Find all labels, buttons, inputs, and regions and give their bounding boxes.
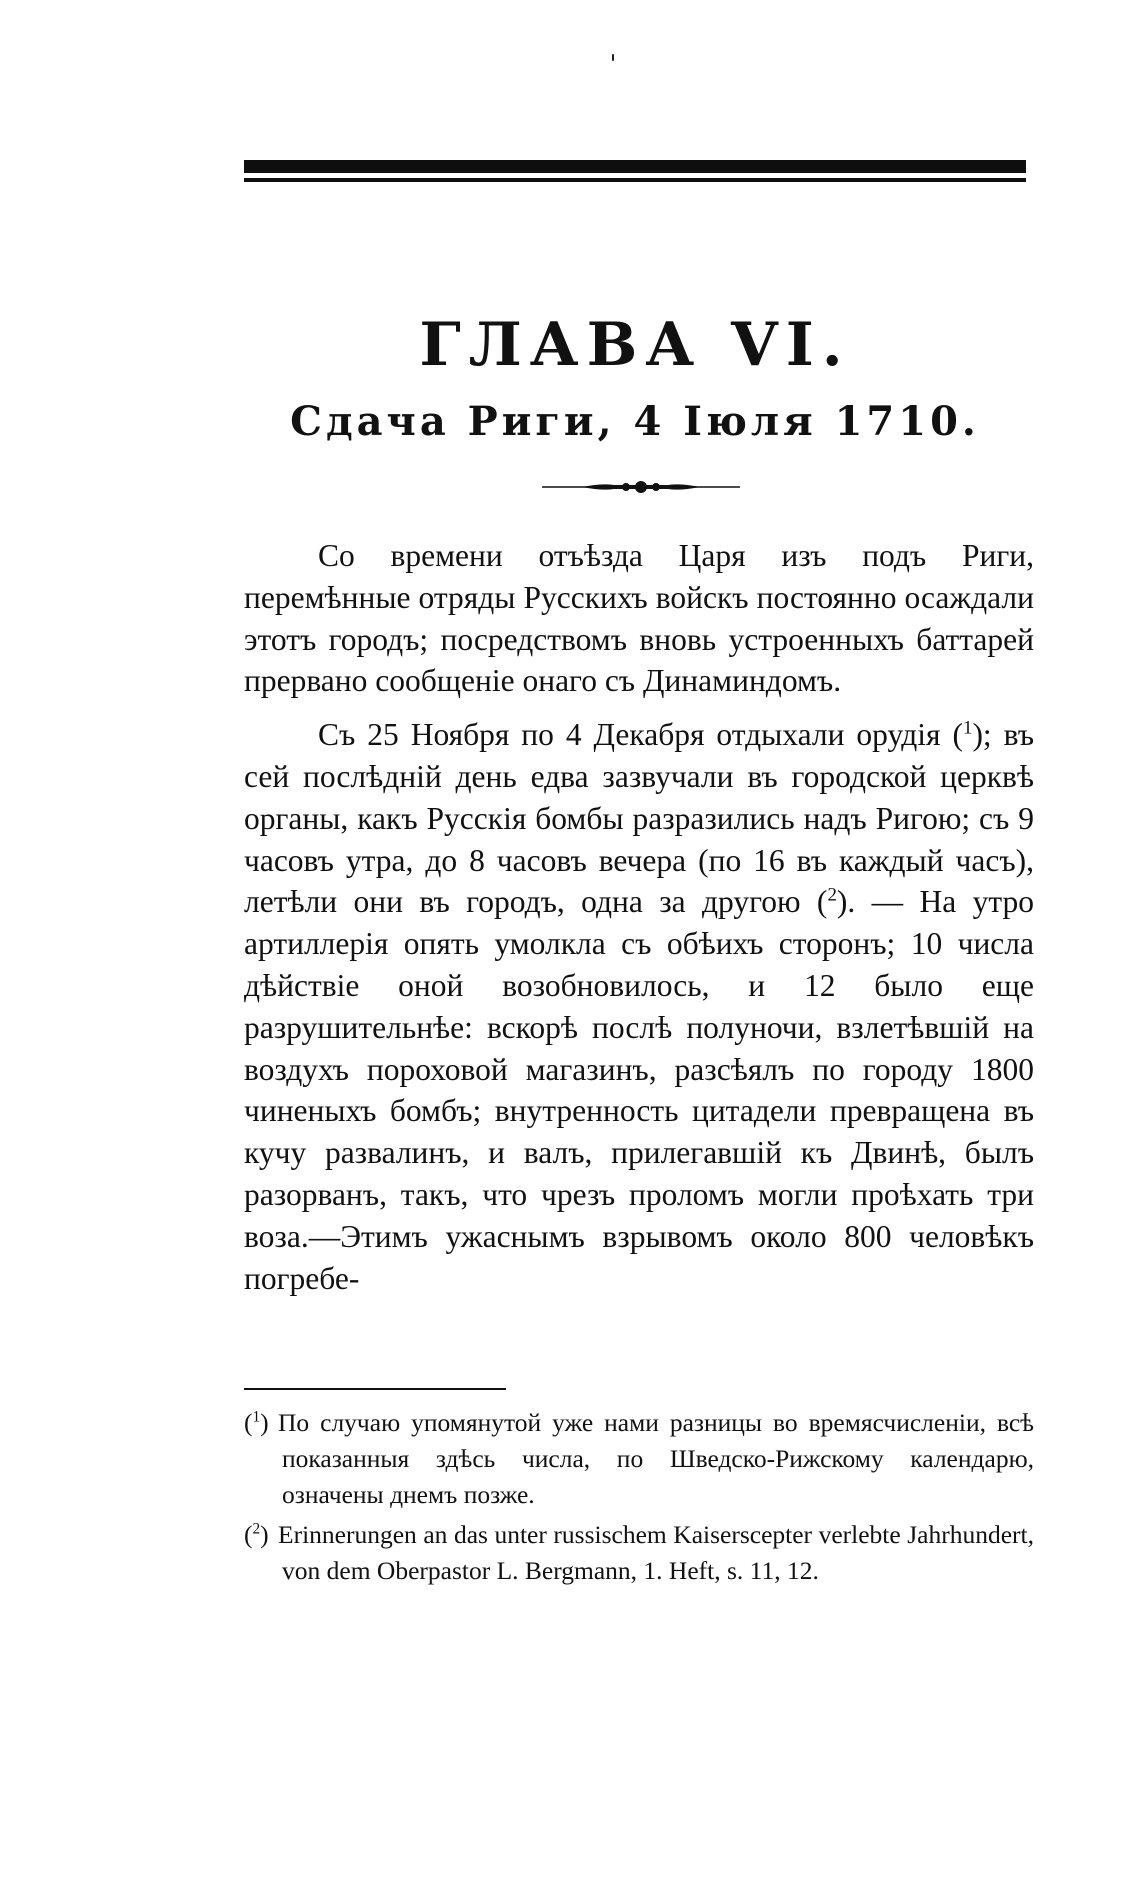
page-speck bbox=[612, 54, 614, 61]
body-text bbox=[244, 535, 1034, 1299]
footnote-1-mark: 1 bbox=[252, 1408, 261, 1426]
footnote-2-marker: ($^2$) bbox=[244, 1520, 269, 1549]
header-rule-thick bbox=[244, 160, 1026, 173]
paragraph-2 bbox=[244, 714, 1034, 1299]
footnote-2-text: Erinnerungen an das unter russischem Kaiserscepter verlebte Jahrhundert, von dem Oberpastor L. Bergmann, 1. Heft, s. 11, 12. bbox=[278, 1520, 1034, 1585]
paragraph-1: Со времени отъѣзда Царя изъ подъ Риги, перемѣнные отряды Русскихъ войскъ постоянно осаждали этотъ городъ; посредствомъ вновь устроенныхъ баттарей прервано сообщеніе онаго съ Динаминдомъ. bbox=[244, 538, 1034, 699]
footnote-1-marker: ($^1$) bbox=[244, 1408, 269, 1437]
paragraph-2-part-b: ); въ сей послѣдній день едва зазвучали въ городской церквѣ органы, какъ Русскія бомбы разразились надъ Ригою; съ 9 часовъ утра, до 8 часовъ вечера (по 16 въ каждый часъ), летѣли они въ городъ, одна за другою ( bbox=[244, 717, 1035, 920]
footnote-2 bbox=[244, 1517, 1034, 1589]
paragraph-2-part-c: ). — На утро артиллерія опять умолкла съ обѣихъ сторонъ; 10 числа дѣйствіе оной возобновилось, и 12 было еще разрушительнѣе: вскорѣ послѣ полуночи, взлетѣвшій на воздухъ пороховой магазинъ, разсѣялъ по городу 1800 чиненыхъ бомбъ; внутренность цитадели превращена въ кучу развалинъ, и валъ, прилегавшій къ Двинѣ, былъ разорванъ, такъ, что чрезъ проломъ могли проѣхать три воза.—Этимъ ужаснымъ взрывомъ около 800 человѣкъ погребе- bbox=[244, 884, 1035, 1296]
footnote-rule bbox=[244, 1388, 506, 1390]
header-double-rule bbox=[244, 160, 1026, 184]
footnote-1-text: По случаю упомянутой уже нами разницы во времясчисленіи, всѣ показанныя здѣсь числа, по Шведско-Рижскому календарю, означены днемъ позже. bbox=[278, 1408, 1034, 1509]
paragraph-2-part-a: Съ 25 Ноября по 4 Декабря отдыхали орудія ( bbox=[318, 717, 963, 753]
chapter-title: ГЛАВА VI. bbox=[419, 310, 851, 380]
footnote-ref-2: 2 bbox=[827, 884, 837, 906]
footnotes bbox=[244, 1405, 1034, 1589]
footnote-ref-1: 1 bbox=[962, 717, 973, 739]
footnote-1 bbox=[244, 1405, 1034, 1513]
header-rule-thin bbox=[244, 178, 1026, 182]
chapter-subtitle: Сдача Риги, 4 Іюля 1710. bbox=[290, 398, 980, 445]
footnote-2-mark: 2 bbox=[252, 1520, 261, 1538]
ornament-divider bbox=[542, 476, 740, 498]
